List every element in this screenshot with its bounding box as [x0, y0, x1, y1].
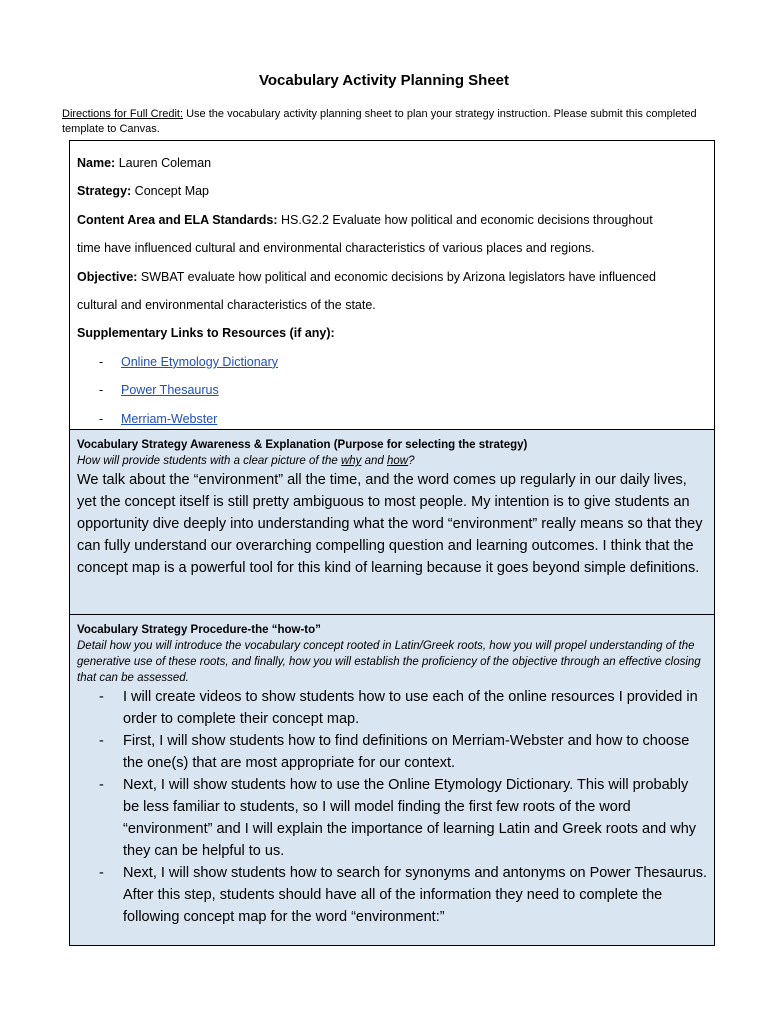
content-label: Content Area and ELA Standards: — [77, 212, 278, 227]
directions-label: Directions for Full Credit: — [62, 108, 184, 120]
procedure-step-3: Next, I will show students how to use the Online Etymology Dictionary. This will probably be less familiar to students, so I will model finding the first few roots of the word “environment” and I will explain the importance of learning Latin and Greek roots and why they can be helpful to us. — [123, 777, 697, 859]
awareness-section — [70, 429, 714, 614]
content-row-continued — [77, 234, 714, 262]
name-label: Name: — [77, 156, 116, 170]
strategy-value: Concept Map — [131, 184, 210, 199]
procedure-steps — [77, 686, 708, 928]
links-label: Supplementary Links to Resources (if any): — [77, 326, 335, 341]
name-value: Lauren Coleman — [115, 156, 212, 170]
objective-value-line2: cultural and environmental characteristics of the state. — [77, 298, 376, 313]
list-item: - Next, I will show students how to search for synonyms and antonyms on Power Thesaurus. After this step, students should have all of the information they need to complete the following concept map for the word “environment:” — [99, 865, 708, 925]
info-section — [70, 141, 714, 429]
awareness-body: We talk about the “environment” all the time, and the word comes up regularly in our daily lives, yet the concept itself is still pretty ambiguous to most people. My intention is to give students an opportunity dive deeply into understanding what the word “environment” really means so that they can fully understand our overarching compelling question and learning outcomes. I think that the concept map is a powerful tool for this kind of learning because it goes beyond simple definitions. — [77, 472, 703, 576]
list-item: - Merriam-Webster — [99, 411, 218, 426]
procedure-section — [70, 614, 714, 945]
content-row — [77, 206, 714, 234]
list-item: - Next, I will show students how to use the Online Etymology Dictionary. This will probably be less familiar to students, so I will model finding the first few roots of the word “environment” and I will explain the importance of learning Latin and Greek roots and why they can be helpful to us. — [99, 777, 697, 859]
link-online-etymology-dictionary[interactable]: Online Etymology Dictionary — [121, 354, 279, 369]
objective-label: Objective: — [77, 269, 138, 284]
procedure-step-4: Next, I will show students how to search for synonyms and antonyms on Power Thesaurus. After this step, students should have all of the information they need to complete the following concept map for the word “environment:” — [123, 865, 708, 925]
list-item: - First, I will show students how to find definitions on Merriam-Webster and how to choose the one(s) that are most appropriate for our context. — [99, 733, 690, 771]
content-value-line2: time have influenced cultural and environmental characteristics of various places and regions. — [77, 241, 595, 256]
directions — [62, 107, 712, 137]
strategy-label: Strategy: — [77, 184, 132, 199]
awareness-heading: Vocabulary Strategy Awareness & Explanation (Purpose for selecting the strategy) — [77, 439, 528, 451]
links-heading-row — [77, 319, 714, 347]
list-item: - Power Thesaurus — [99, 383, 219, 398]
procedure-step-1: I will create videos to show students how to use each of the online resources I provided in order to complete their concept map. — [123, 689, 698, 727]
list-item: - Online Etymology Dictionary — [99, 354, 279, 369]
awareness-prompt: How will provide students with a clear picture of the why and how? — [77, 455, 415, 467]
link-merriam-webster[interactable]: Merriam-Webster — [121, 411, 218, 426]
procedure-heading: Vocabulary Strategy Procedure-the “how-to” — [77, 624, 321, 636]
resource-links-list — [77, 348, 714, 433]
procedure-step-2: First, I will show students how to find definitions on Merriam-Webster and how to choose the one(s) that are most appropriate for our context. — [123, 733, 690, 771]
planning-table — [69, 140, 715, 946]
page-title: Vocabulary Activity Planning Sheet — [258, 72, 510, 89]
directions-text: Use the vocabulary activity planning sheet to plan your strategy instruction. Please submit this completed template to Canvas. — [62, 108, 697, 135]
link-power-thesaurus[interactable]: Power Thesaurus — [121, 383, 219, 398]
objective-row-continued — [77, 291, 714, 319]
name-row — [77, 149, 714, 177]
strategy-row — [77, 177, 714, 205]
list-item: - I will create videos to show students how to use each of the online resources I provided in order to complete their concept map. — [99, 689, 698, 727]
objective-value-line1: SWBAT evaluate how political and economic decisions by Arizona legislators have influenced — [137, 269, 657, 284]
content-value-line1: HS.G2.2 Evaluate how political and economic decisions throughout — [277, 212, 653, 227]
objective-row — [77, 263, 714, 291]
procedure-prompt: Detail how you will introduce the vocabulary concept rooted in Latin/Greek roots, how you will propel understanding of the generative use of these roots, and finally, how you will establish the proficiency of the objective through an effective closing that can be assessed. — [77, 640, 701, 684]
